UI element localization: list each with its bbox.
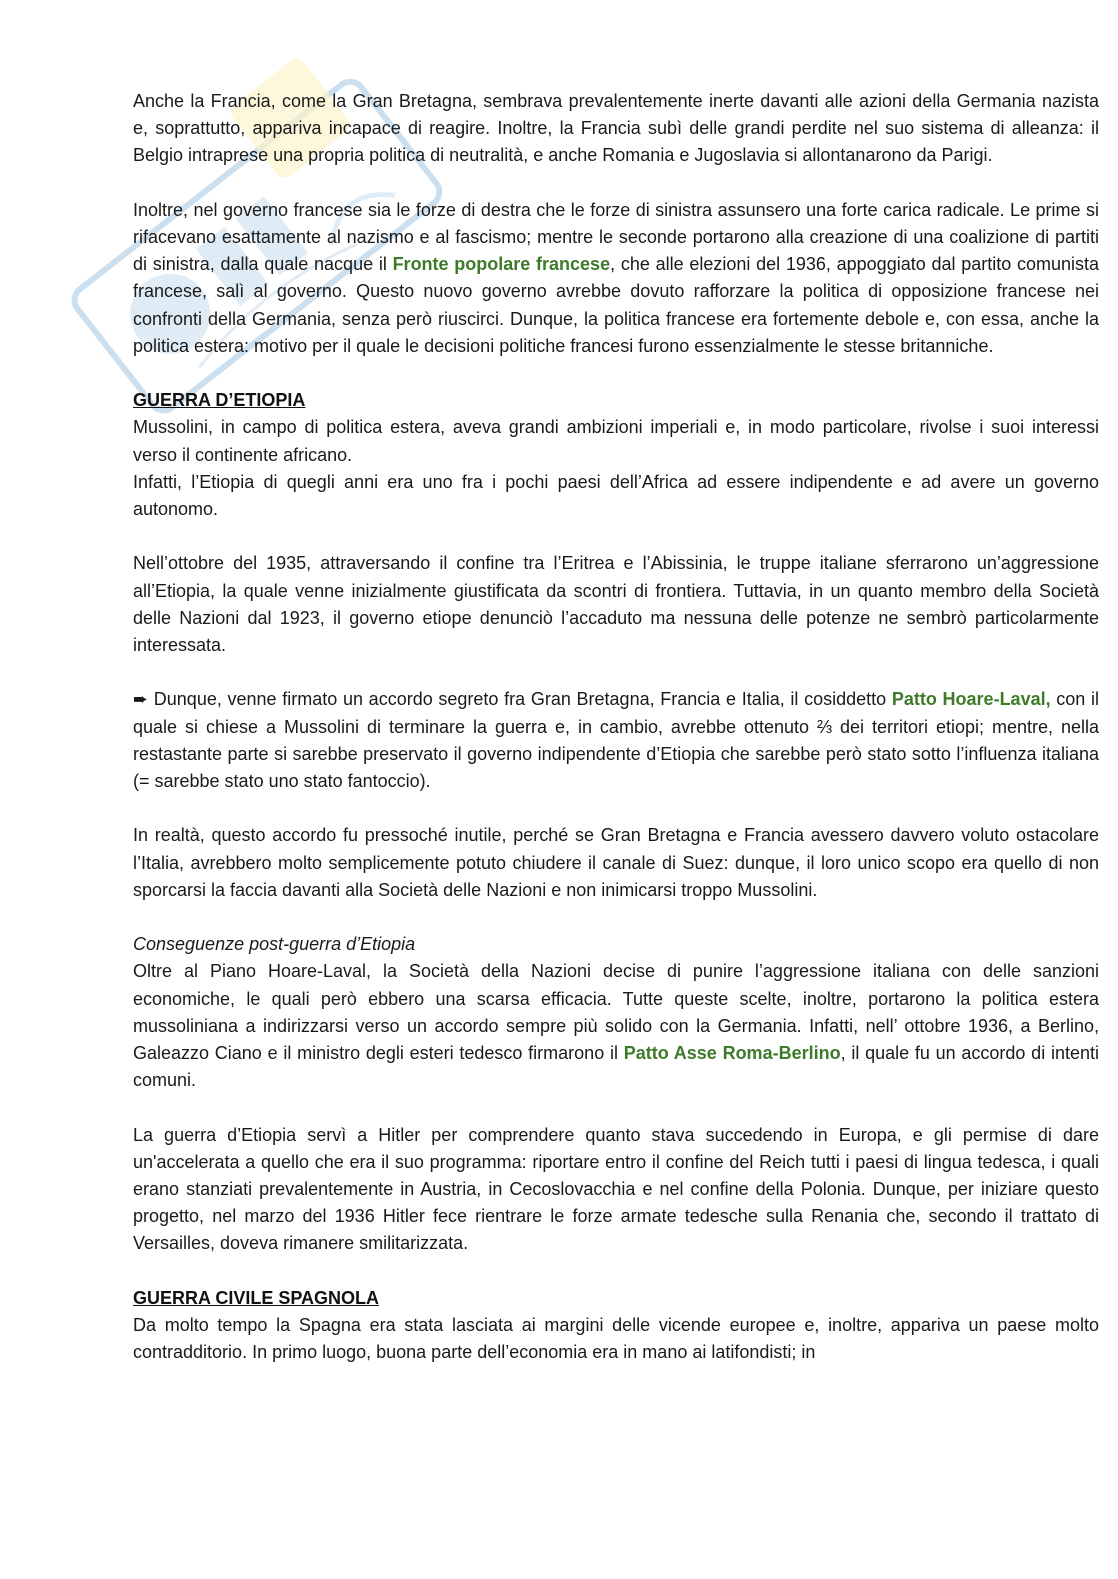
section-heading-guerra-etiopia: GUERRA D’ETIOPIA bbox=[133, 390, 306, 411]
paragraph-sanctions bbox=[133, 958, 1099, 1094]
highlight-patto-asse: Patto Asse Roma-Berlino bbox=[623, 1043, 841, 1064]
paragraph-text: , il quale fu un accordo di intenti comuni. bbox=[133, 1043, 1099, 1091]
paragraph-text: Oltre al Piano Hoare-Laval, la Società della Nazioni decise di punire l’aggressione italiana con delle sanzioni economiche, le quali però ebbero una scarsa efficacia. Tutte queste scelte, inoltre, portarono la politica estera mussoliniana a indirizzarsi verso un accordo sempre più solido con la Germania. Infatti, nell’ ottobre 1936, a Berlino, Galeazzo Ciano e il ministro degli esteri tedesco firmarono il bbox=[133, 961, 1099, 1064]
arrow-icon: ➨ bbox=[133, 689, 149, 711]
paragraph-text: , che alle elezioni del 1936, appoggiato dal partito comunista francese, salì al governo. Questo nuovo governo avrebbe dovuto rafforzare la politica di opposizione francese nei confronti della Germania, senza però riuscirci. Dunque, la politica francese era fortemente debole e, con essa, anche la politica estera: motivo per il quale le decisioni politiche francesi furono essenzialmente le stesse britanniche. bbox=[133, 254, 1100, 356]
paragraph-accord-useless: In realtà, questo accordo fu pressoché inutile, perché se Gran Bretagna e Francia avessero davvero voluto ostacolare l’Italia, avrebbero molto semplicemente potuto chiudere il canale di Suez: dunque, il loro unico scopo era quello di non sporcarsi la faccia davanti alla Società delle Nazioni e non inimicarsi troppo Mussolini. bbox=[133, 825, 1099, 900]
highlight-patto-hoare-laval: Patto Hoare-Laval, bbox=[891, 689, 1051, 710]
paragraph-spain: Da molto tempo la Spagna era stata lasciata ai margini delle vicende europee e, inoltre, appariva un paese molto contradditorio. In primo luogo, buona parte dell’economia era in mano ai latifondisti; in bbox=[133, 1315, 1099, 1363]
paragraph-french-government bbox=[133, 197, 1099, 360]
paragraph-ethiopia-aggression: Nell’ottobre del 1935, attraversando il confine tra l’Eritrea e l’Abissinia, le truppe italiane sferrarono un’aggressione all’Etiopia, la quale venne inizialmente giustificata da scontri di frontiera. Tuttavia, in un quanto membro della Società delle Nazioni dal 1923, il governo etiope denunciò l’accaduto ma nessuna delle potenze ne sembrò particolarmente interessata. bbox=[133, 553, 1099, 656]
document-body bbox=[133, 88, 1099, 1394]
highlight-fronte-popolare: Fronte popolare francese bbox=[392, 254, 611, 275]
paragraph-france-inertia: Anche la Francia, come la Gran Bretagna, sembrava prevalentemente inerte davanti alle azioni della Germania nazista e, soprattutto, appariva incapace di reagire. Inoltre, la Francia subì delle grandi perdite nel suo sistema di alleanza: il Belgio intraprese una propria politica di neutralità, e anche Romania e Jugoslavia si allontanarono da Parigi. bbox=[133, 91, 1099, 166]
paragraph-ethiopia-independent: Infatti, l’Etiopia di quegli anni era uno fra i pochi paesi dell’Africa ad essere indipendente e ad avere un governo autonomo. bbox=[133, 471, 1099, 520]
paragraph-hoare-laval bbox=[133, 686, 1099, 795]
paragraph-text: Inoltre, nel governo francese sia le forze di destra che le forze di sinistra assunsero una forte carica radicale. Le prime si rifacevano esattamente al nazismo e al fascismo; mentre le seconde portarono alla creazione di una coalizione di partiti di sinistra, dalla quale nacque il bbox=[133, 199, 1099, 275]
paragraph-hitler-program: La guerra d’Etiopia servì a Hitler per comprendere quanto stava succedendo in Europa, e gli permise di dare un'accelerata a quello che era il suo programma: riportare entro il confine del Reich tutti i paesi di lingua tedesca, i quali erano stanziati prevalentemente in Austria, in Cecoslovacchia e nel confine della Polonia. Dunque, per iniziare questo progetto, nel marzo del 1936 Hitler fece rientrare le forze armate tedesche sulla Renania che, secondo il trattato di Versailles, doveva rimanere smilitarizzata. bbox=[133, 1124, 1099, 1254]
paragraph-mussolini-ambitions: Mussolini, in campo di politica estera, aveva grandi ambizioni imperiali e, in modo particolare, rivolse i suoi interessi verso il continente africano. bbox=[133, 417, 1099, 465]
section-heading-guerra-civile-spagnola: GUERRA CIVILE SPAGNOLA bbox=[133, 1287, 380, 1308]
subheading-conseguenze: Conseguenze post-guerra d’Etiopia bbox=[133, 934, 416, 955]
paragraph-text: Dunque, venne firmato un accordo segreto fra Gran Bretagna, Francia e Italia, il cosiddetto bbox=[148, 689, 892, 710]
paragraph-text: con il quale si chiese a Mussolini di terminare la guerra e, in cambio, avrebbe ottenuto ⅔ dei territori etiopi; mentre, nella restastante parte si sarebbe preservato il governo indipendente d’Etiopia che sarebbe però stato sotto l’influenza italiana (= sarebbe stato uno stato fantoccio). bbox=[133, 689, 1100, 792]
